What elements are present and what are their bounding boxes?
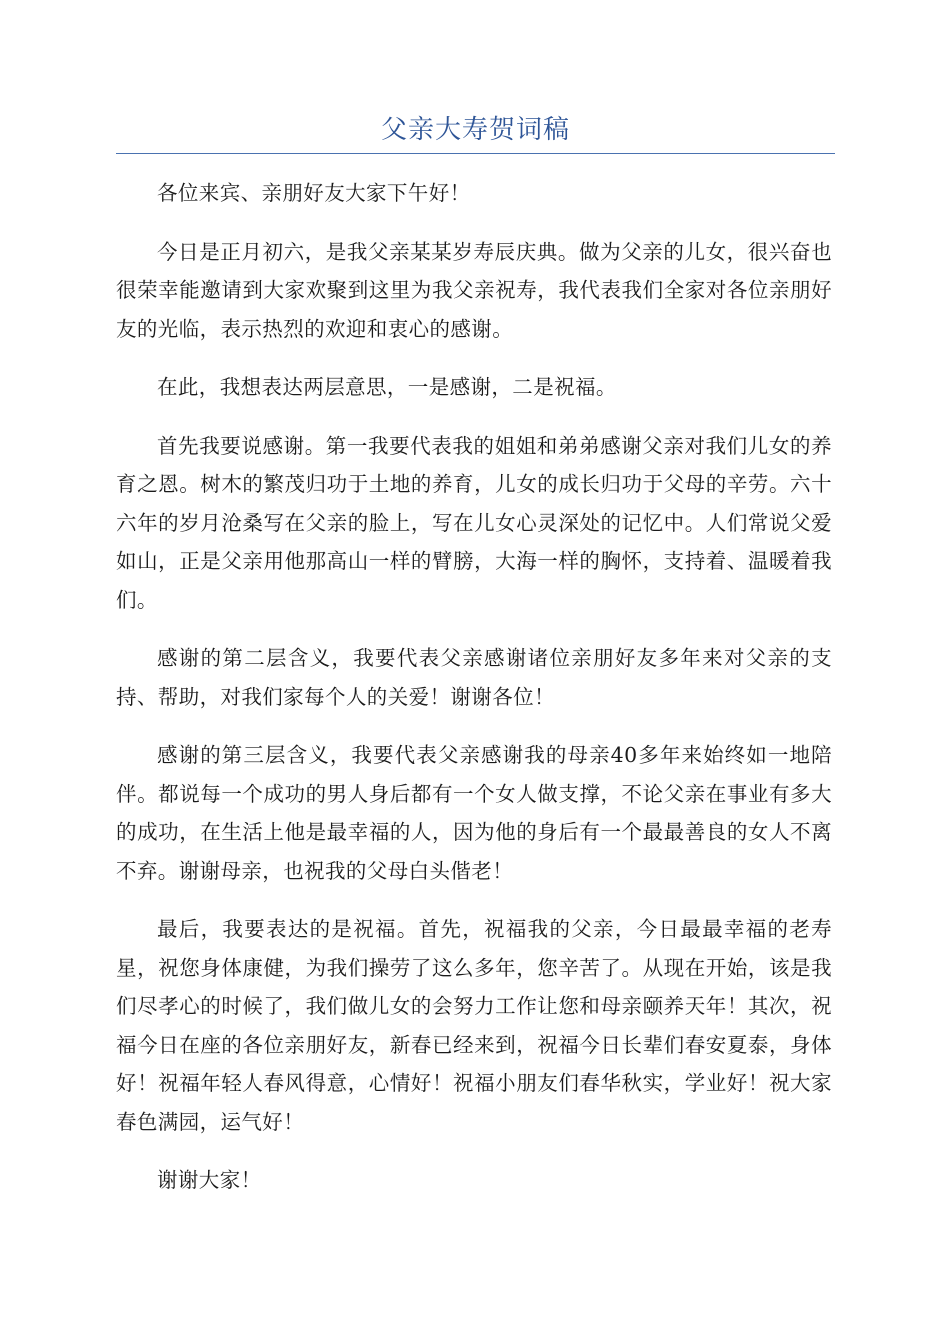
paragraph-opening: 今日是正月初六，是我父亲某某岁寿辰庆典。做为父亲的儿女，很兴奋也很荣幸能邀请到大家欢聚到这里为我父亲祝寿，我代表我们全家对各位亲朋好友的光临，表示热烈的欢迎和衷心的感谢。 xyxy=(116,239,832,341)
paragraph-thanks-father: 首先我要说感谢。第一我要代表我的姐姐和弟弟感谢父亲对我们儿女的养育之恩。树木的繁茂归功于土地的养育，儿女的成长归功于父母的辛劳。六十六年的岁月沧桑写在父亲的脸上，写在儿女心灵深处的记忆中。人们常说父爱如山，正是父亲用他那高山一样的臂膀，大海一样的胸怀，支持着、温暖着我们。 xyxy=(116,433,832,612)
paragraph-greeting: 各位来宾、亲朋好友大家下午好！ xyxy=(157,181,471,205)
title-underline xyxy=(116,153,835,154)
paragraph-thanks-guests: 感谢的第二层含义，我要代表父亲感谢诸位亲朋好友多年来对父亲的支持、帮助，对我们家每个人的关爱！谢谢各位！ xyxy=(116,646,832,709)
paragraph-closing: 谢谢大家！ xyxy=(157,1168,262,1192)
paragraph-thanks-mother: 感谢的第三层含义，我要代表父亲感谢我的母亲40多年来始终如一地陪伴。都说每一个成功的男人身后都有一个女人做支撑，不论父亲在事业有多大的成功，在生活上他是最幸福的人，因为他的身后有一个最最善良的女人不离不弃。谢谢母亲，也祝我的父母白头偕老！ xyxy=(116,743,832,883)
document-body xyxy=(116,174,832,1220)
document-title: 父亲大寿贺词稿 xyxy=(380,115,570,145)
paragraph-blessings: 最后，我要表达的是祝福。首先，祝福我的父亲，今日最最幸福的老寿星，祝您身体康健，为我们操劳了这么多年，您辛苦了。从现在开始，该是我们尽孝心的时候了，我们做儿女的会努力工作让您和母亲颐养天年！其次，祝福今日在座的各位亲朋好友，新春已经来到，祝福今日长辈们春安夏泰，身体好！祝福年轻人春风得意，心情好！祝福小朋友们春华秋实，学业好！祝大家春色满园，运气好！ xyxy=(116,917,832,1134)
paragraph-two-meanings: 在此，我想表达两层意思，一是感谢，二是祝福。 xyxy=(157,375,617,399)
